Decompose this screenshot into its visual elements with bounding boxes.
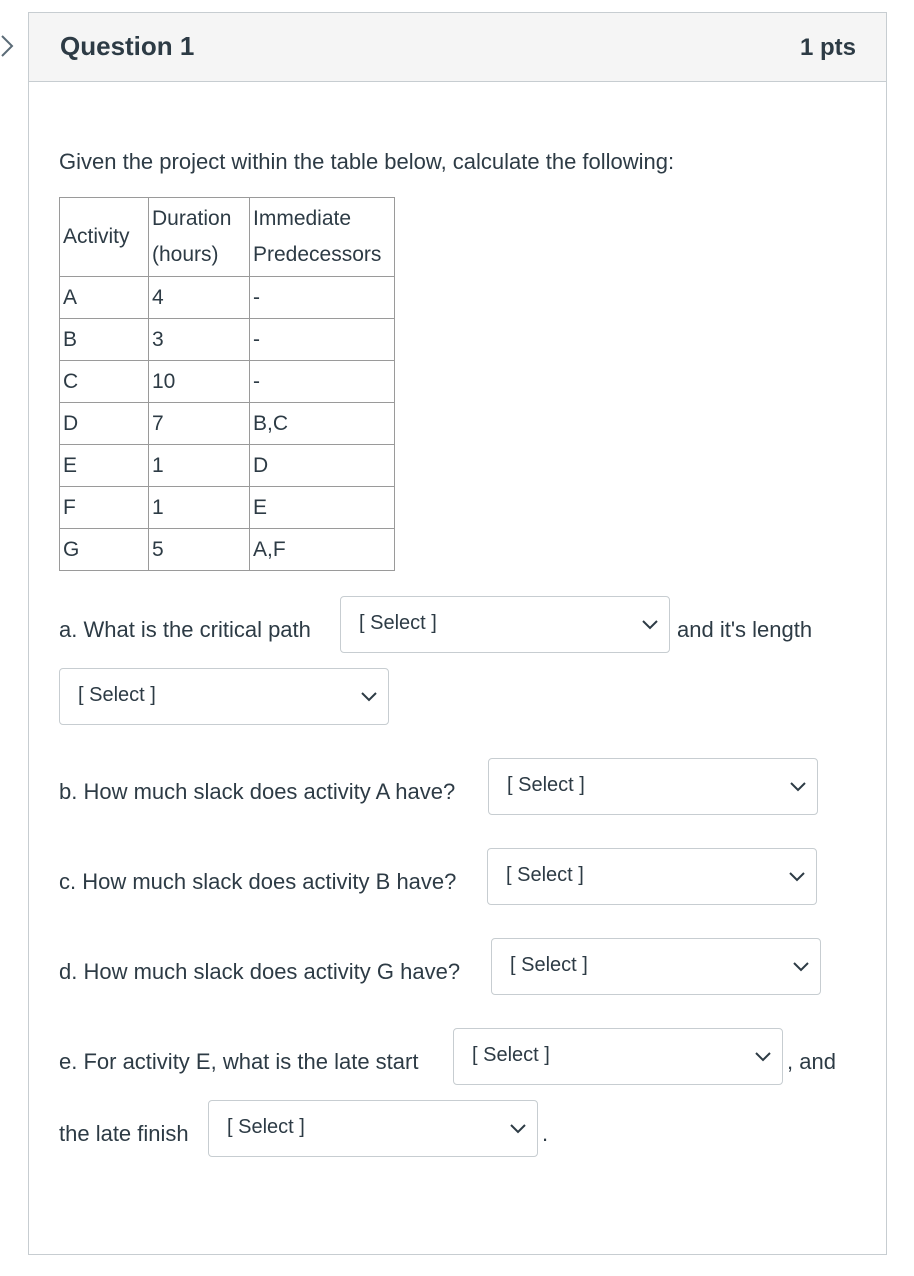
select-label: [ Select ] bbox=[510, 954, 588, 976]
question-points: 1 pts bbox=[799, 34, 856, 61]
part-e-period: . bbox=[542, 1121, 549, 1146]
cell-predecessors: A,F bbox=[250, 529, 395, 571]
cell-duration: 1 bbox=[149, 487, 250, 529]
part-c-prompt: c. How much slack does activity B have? bbox=[59, 869, 457, 894]
cell-duration: 4 bbox=[149, 277, 250, 319]
header-activity: Activity bbox=[60, 198, 149, 277]
part-e-suffix: , and bbox=[787, 1049, 836, 1074]
select-label: [ Select ] bbox=[227, 1116, 305, 1138]
header-predecessors: Immediate Predecessors bbox=[250, 198, 395, 277]
table-row bbox=[60, 529, 395, 571]
cell-activity: A bbox=[60, 277, 149, 319]
cell-activity: D bbox=[60, 403, 149, 445]
table-row bbox=[60, 277, 395, 319]
part-a-suffix: and it's length bbox=[677, 617, 813, 642]
select-label: [ Select ] bbox=[472, 1044, 550, 1066]
slack-g-select[interactable] bbox=[491, 938, 821, 995]
cell-duration: 1 bbox=[149, 445, 250, 487]
critical-path-length-select[interactable] bbox=[59, 668, 389, 725]
select-label: [ Select ] bbox=[506, 864, 584, 886]
table-row bbox=[60, 403, 395, 445]
cell-predecessors: - bbox=[250, 361, 395, 403]
chevron-down-icon bbox=[754, 1051, 772, 1063]
cell-duration: 7 bbox=[149, 403, 250, 445]
chevron-down-icon bbox=[360, 691, 378, 703]
critical-path-select[interactable] bbox=[340, 596, 670, 653]
cell-predecessors: D bbox=[250, 445, 395, 487]
question-marker-icon bbox=[0, 34, 16, 58]
select-label: [ Select ] bbox=[507, 774, 585, 796]
cell-predecessors: - bbox=[250, 277, 395, 319]
table-row bbox=[60, 319, 395, 361]
question-header bbox=[29, 13, 886, 82]
cell-activity: F bbox=[60, 487, 149, 529]
chevron-down-icon bbox=[792, 961, 810, 973]
cell-predecessors: - bbox=[250, 319, 395, 361]
slack-a-select[interactable] bbox=[488, 758, 818, 815]
cell-duration: 10 bbox=[149, 361, 250, 403]
chevron-down-icon bbox=[788, 871, 806, 883]
part-e-late-finish-prompt: the late finish bbox=[59, 1121, 189, 1146]
part-d-prompt: d. How much slack does activity G have? bbox=[59, 959, 461, 984]
cell-predecessors: E bbox=[250, 487, 395, 529]
chevron-down-icon bbox=[641, 619, 659, 631]
activity-table bbox=[59, 197, 395, 571]
part-b-prompt: b. How much slack does activity A have? bbox=[59, 779, 456, 804]
part-a-prompt: a. What is the critical path bbox=[59, 617, 311, 642]
cell-activity: E bbox=[60, 445, 149, 487]
slack-b-select[interactable] bbox=[487, 848, 817, 905]
question-title: Question 1 bbox=[60, 31, 195, 61]
question-intro: Given the project within the table below, calculate the following: bbox=[59, 149, 675, 174]
part-e-prompt: e. For activity E, what is the late start bbox=[59, 1049, 419, 1074]
table-row bbox=[60, 361, 395, 403]
cell-activity: C bbox=[60, 361, 149, 403]
select-label: [ Select ] bbox=[78, 684, 156, 706]
chevron-down-icon bbox=[509, 1123, 527, 1135]
cell-duration: 3 bbox=[149, 319, 250, 361]
select-label: [ Select ] bbox=[359, 612, 437, 634]
cell-activity: B bbox=[60, 319, 149, 361]
table-row bbox=[60, 487, 395, 529]
late-finish-select[interactable] bbox=[208, 1100, 538, 1157]
table-header-row bbox=[60, 198, 395, 277]
cell-activity: G bbox=[60, 529, 149, 571]
cell-predecessors: B,C bbox=[250, 403, 395, 445]
header-duration: Duration (hours) bbox=[149, 198, 250, 277]
chevron-down-icon bbox=[789, 781, 807, 793]
table-row bbox=[60, 445, 395, 487]
late-start-select[interactable] bbox=[453, 1028, 783, 1085]
cell-duration: 5 bbox=[149, 529, 250, 571]
